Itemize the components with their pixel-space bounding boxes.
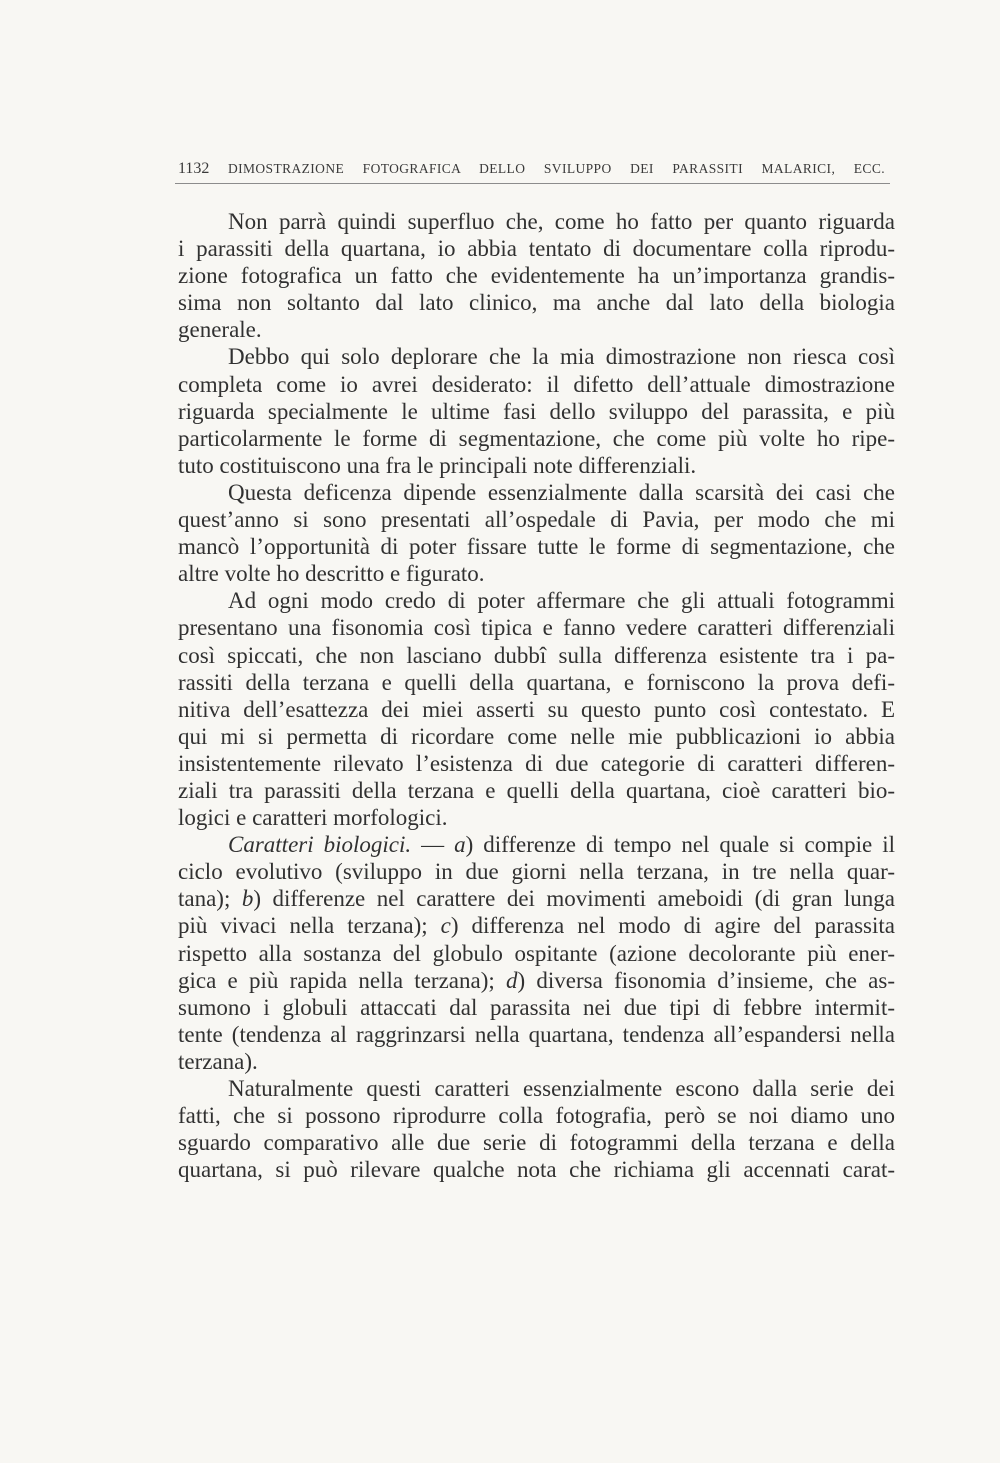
running-title: DIMOSTRAZIONE FOTOGRAFICA DELLO SVILUPPO DEI PARASSITI MALARICI, ECC.: [227, 161, 885, 176]
text-line: generale.: [178, 317, 262, 343]
text-line: [178, 912, 895, 939]
text-span: tana);: [178, 886, 242, 912]
text-line: logici e caratteri morfologici.: [178, 805, 448, 831]
text-line: mancò l’opportunità di poter fissare tutte le forme di segmentazione, che: [178, 534, 895, 560]
italic-text: b: [241, 886, 254, 912]
text-span: ) diversa fisonomia d’insieme, che as-: [517, 967, 895, 993]
italic-text: Caratteri biologici.: [228, 832, 412, 858]
text-line: Naturalmente questi caratteri essenzialmente escono dalla serie dei: [228, 1076, 895, 1101]
text-line: sguardo comparativo alle due serie di fotogrammi della terzana e della: [178, 1130, 895, 1156]
text-line: Non parrà quindi superfluo che, come ho fatto per quanto riguarda: [228, 209, 895, 234]
text-line: sima non soltanto dal lato clinico, ma anche dal lato della biologia: [178, 290, 895, 316]
text-line: tente (tendenza al raggrinzarsi nella quartana, tendenza all’espandersi nella: [178, 1021, 895, 1047]
text-span: —: [411, 832, 455, 858]
text-span: ) differenze nel carattere dei movimenti ameboidi (di gran lunga: [253, 886, 896, 912]
text-line: quartana, si può rilevare qualche nota che richiama gli accennati carat-: [178, 1157, 895, 1183]
text-line: qui mi si permetta di ricordare come nelle mie pubblicazioni io abbia: [178, 723, 895, 749]
text-line: sumono i globuli attaccati dal parassita nei due tipi di febbre intermit-: [178, 994, 895, 1020]
text-line: ziali tra parassiti della terzana e quelli della quartana, cioè caratteri bio-: [178, 777, 895, 803]
text-line: Ad ogni modo credo di poter affermare che gli attuali fotogrammi: [228, 588, 895, 614]
text-line: terzana).: [178, 1048, 258, 1074]
text-line: particolarmente le forme di segmentazione, che come più volte ho ripe-: [178, 425, 895, 451]
text-line: [178, 967, 895, 994]
paragraph: [178, 587, 895, 831]
italic-text: a: [454, 832, 466, 858]
text-line: riguarda specialmente le ultime fasi dello sviluppo del parassita, e più: [178, 398, 895, 424]
text-line: fatti, che si possono riprodurre colla fotografia, però se noi diamo uno: [178, 1103, 895, 1129]
text-span: ) differenza nel modo di agire del parassita: [450, 913, 895, 939]
body-text: [178, 208, 895, 1183]
text-span: ) differenze di tempo nel quale si compie il: [465, 832, 895, 858]
text-line: [178, 831, 895, 858]
page-number: 1132: [178, 160, 210, 177]
text-line: Questa deficenza dipende essenzialmente dalla scarsità dei casi che: [228, 479, 895, 505]
text-line: rassiti della terzana e quelli della quartana, e forniscono la prova defi-: [178, 669, 895, 695]
text-line: [178, 885, 895, 912]
text-line: tuto costituiscono una fra le principali note differenziali.: [178, 452, 697, 478]
paragraph: [178, 479, 895, 587]
italic-text: c: [440, 913, 451, 939]
paragraph: [178, 208, 895, 343]
text-line: altre volte ho descritto e figurato.: [178, 561, 485, 587]
text-span: gica e più rapida nella terzana);: [178, 967, 506, 993]
text-line: completa come io avrei desiderato: il difetto dell’attuale dimostrazione: [178, 371, 895, 397]
text-line: ciclo evolutivo (sviluppo in due giorni nella terzana, in tre nella quar-: [178, 859, 895, 885]
paragraph: [178, 343, 895, 478]
text-line: quest’anno si sono presentati all’ospedale di Pavia, per modo che mi: [178, 507, 895, 533]
paragraph: [178, 831, 895, 1075]
text-line: così spiccati, che non lasciano dubbî sulla differenza esistente tra i pa-: [178, 642, 895, 668]
text-line: presentano una fisonomia così tipica e fanno vedere caratteri differenziali: [178, 615, 895, 641]
paragraph: [178, 1075, 895, 1183]
text-line: rispetto alla sostanza del globulo ospitante (azione decolorante più ener-: [178, 940, 895, 966]
italic-text: d: [506, 967, 518, 993]
text-line: nitiva dell’esattezza dei miei asserti su questo punto così contestato. E: [178, 696, 895, 722]
running-head: [178, 160, 885, 178]
header-rule: [175, 183, 890, 184]
text-span: più vivaci nella terzana);: [178, 913, 441, 939]
text-line: zione fotografica un fatto che evidentemente ha un’importanza grandis-: [178, 263, 895, 289]
text-line: i parassiti della quartana, io abbia tentato di documentare colla riprodu-: [178, 236, 895, 262]
text-line: insistentemente rilevato l’esistenza di due categorie di caratteri differen-: [178, 750, 895, 776]
text-line: Debbo qui solo deplorare che la mia dimostrazione non riesca così: [228, 344, 895, 370]
